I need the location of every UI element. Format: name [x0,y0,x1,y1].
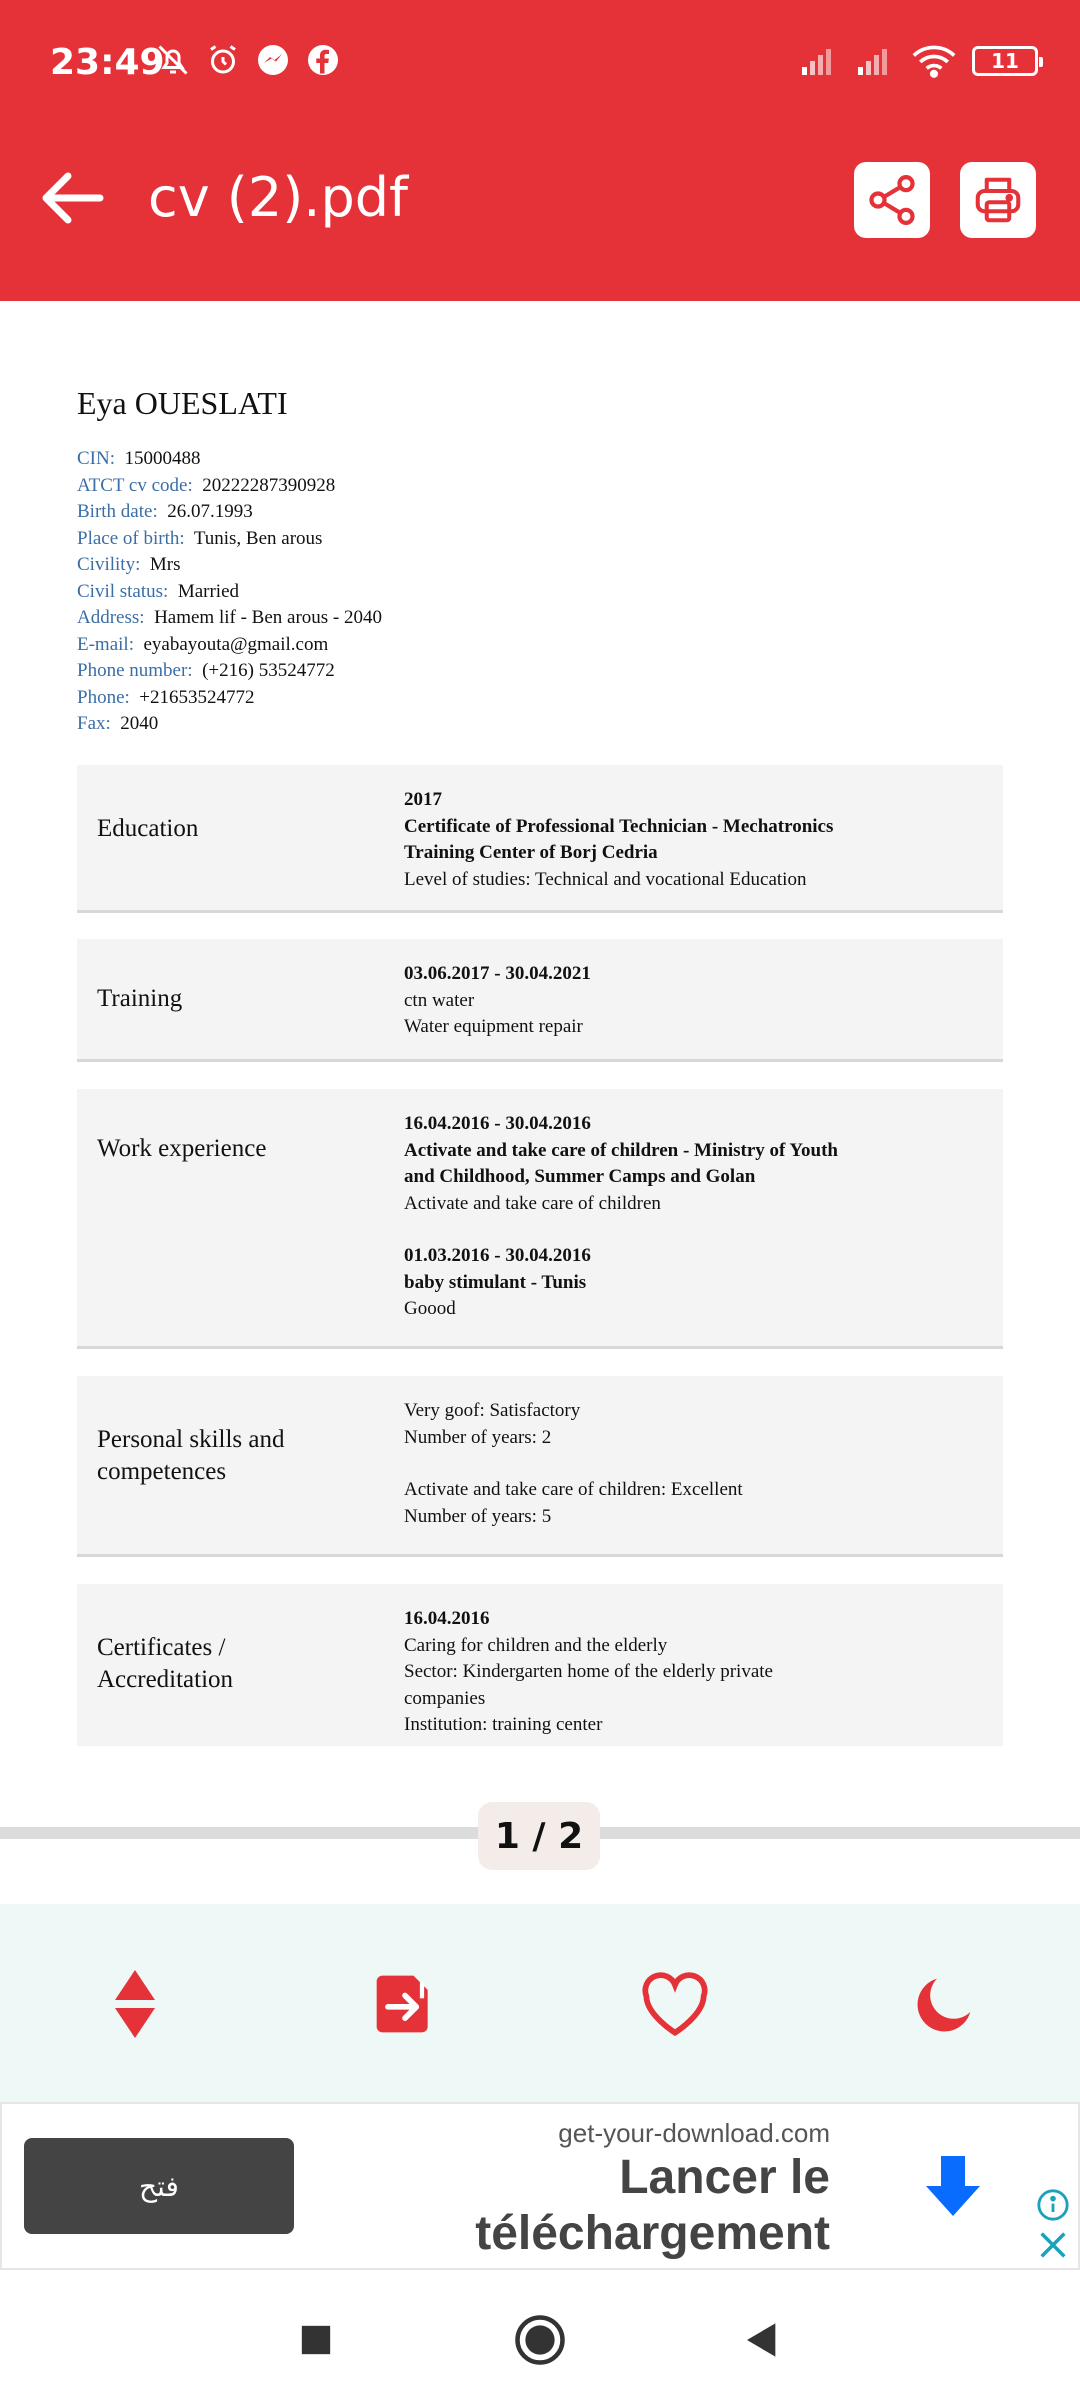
ad-banner[interactable] [0,2102,1080,2270]
section-personal-skills [77,1376,1003,1557]
square-icon [299,2323,333,2357]
back-button[interactable] [40,170,110,230]
bottom-toolbar [0,1904,1080,2102]
section-body: 2017 Certificate of Professional Technician - Mechatronics Training Center of Borj Cedria Level of studies: Technical and vocational Education [404,789,834,890]
ad-open-button[interactable]: فتح [24,2138,294,2234]
section-training [77,939,1003,1062]
info-row: Civil status: Married [77,580,240,602]
print-button[interactable] [960,162,1036,238]
section-certificates [77,1584,1003,1746]
top-bar [0,0,1080,301]
home-button[interactable] [510,2310,570,2370]
ad-headline[interactable]: Lancer le téléchargement [475,2151,830,2260]
arrow-left-icon [40,170,104,226]
system-status-icons [800,44,1038,78]
status-bar [0,0,1080,130]
ad-url[interactable]: get-your-download.com [558,2118,830,2148]
section-body: Very goof: Satisfactory Number of years: 2 Activate and take care of children: Excellent Number of years: 5 [404,1400,743,1527]
section-title: Education [97,815,199,842]
section-work-experience [77,1089,1003,1349]
info-row: Place of birth: Tunis, Ben arous [77,527,323,549]
info-row: Civility: Mrs [77,554,181,575]
moon-icon [907,1966,983,2042]
notification-icons [155,42,341,78]
heart-icon [636,1969,714,2039]
info-row: Fax: 2040 [77,713,159,734]
share-icon [864,172,920,228]
printer-icon [971,173,1025,227]
section-education [77,765,1003,913]
section-title: Personal skills and competences [97,1426,285,1485]
back-nav-button[interactable] [732,2310,792,2370]
favorite-button[interactable] [625,1954,725,2054]
battery-indicator: 11 [972,46,1038,76]
personal-info [77,446,382,738]
document-title: cv (2).pdf [148,166,409,229]
ad-info-icon[interactable] [1036,2188,1070,2222]
triangle-back-icon [742,2320,782,2360]
signal-icon-2 [856,45,896,77]
section-title: Work experience [97,1135,267,1162]
cv-name: Eya OUESLATI [77,385,288,421]
up-down-arrows-icon [111,1966,159,2042]
bell-off-icon [155,42,191,78]
info-row: CIN: 15000488 [77,448,201,469]
info-row: Address: Hamem lif - Ben arous - 2040 [77,607,383,628]
section-body: 16.04.2016 - 30.04.2016 Activate and take care of children - Ministry of Youth and Childhood, Summer Camps and Golan Activate and take care of children 01.03.2016 - 30.04.2016 baby stimulant - Tunis Goood [404,1113,838,1319]
section-title: Training [97,985,183,1012]
system-nav-bar [0,2270,1080,2400]
section-title: Certificates / Accreditation [97,1634,234,1693]
signal-icon [800,45,840,77]
pdf-page[interactable] [0,301,1080,1841]
night-mode-button[interactable] [895,1954,995,2054]
page-jump-icon [371,1970,439,2038]
messenger-icon [255,42,291,78]
recents-button[interactable] [286,2310,346,2370]
section-body: 16.04.2016 Caring for children and the elderly Sector: Kindergarten home of the elderly private companies Institution: training center [404,1608,773,1735]
scroll-mode-button[interactable] [85,1954,185,2054]
circle-icon [513,2313,567,2367]
status-time: 23:49 [50,42,165,83]
section-body: 03.06.2017 - 30.04.2021 ctn water Water equipment repair [404,963,591,1037]
info-row: ATCT cv code: 20222287390928 [77,474,336,496]
download-arrow-icon[interactable] [917,2150,989,2222]
facebook-icon [305,42,341,78]
info-row: E-mail: eyabayouta@gmail.com [77,633,329,655]
wifi-icon [912,44,956,78]
page-indicator: 1 / 2 [478,1802,600,1870]
share-button[interactable] [854,162,930,238]
info-row: Phone: +21653524772 [77,686,255,708]
info-row: Birth date: 26.07.1993 [77,501,253,522]
info-row: Phone number: (+216) 53524772 [77,660,335,681]
go-to-page-button[interactable] [355,1954,455,2054]
ad-close-icon[interactable] [1036,2228,1070,2262]
alarm-icon [205,42,241,78]
